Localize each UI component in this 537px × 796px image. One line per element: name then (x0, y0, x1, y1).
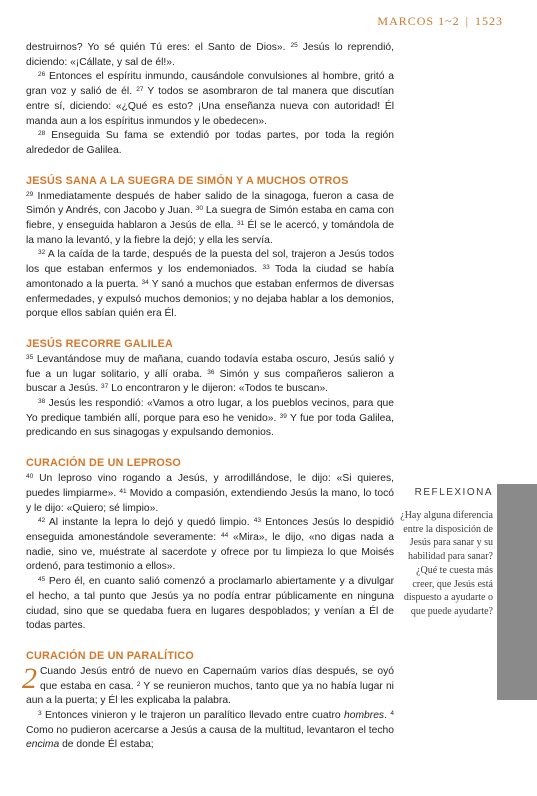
verse-text: Inmediatamente después de haber salido de la sinagoga, fueron a casa de Simón y Andrés, con Jacobo y Juan. (26, 190, 394, 217)
verse-text: Y fue por toda Galilea, predicando en sus sinagogas y expulsando demonios. (26, 412, 394, 439)
sidebar-title: REFLEXIONA (414, 487, 493, 498)
paragraph (26, 70, 394, 129)
verse-number: 33 (262, 264, 270, 272)
sidebar-accent-bar (497, 484, 537, 700)
paragraph (26, 397, 394, 441)
verse-text: . (384, 710, 387, 722)
section-heading: JESÚS SANA A LA SUEGRA DE SIMÓN Y A MUCHOS OTROS (26, 174, 349, 187)
paragraph (26, 248, 394, 322)
verse-number: 39 (279, 412, 287, 420)
verse-text: Y se reunieron muchos, tanto que ya no había lugar ni aun a la puerta; y Él les explicaba la palabra. (26, 680, 394, 707)
verse-text: Entonces vinieron y le trajeron un paralítico llevado entre cuatro (41, 710, 345, 722)
section-heading: JESÚS RECORRE GALILEA (26, 337, 173, 350)
paragraph (26, 41, 394, 70)
verse-number: 3 (38, 710, 42, 718)
verse-number: 26 (38, 71, 46, 79)
paragraph (26, 353, 394, 397)
sidebar-reflection-text: ¿Hay alguna diferencia entre la disposición de Jesús para sanar y su habilidad para sanar? ¿Qué te cuesta más creer, que Jesús está dispuesto a ayudarte o que puede ayudarte? (400, 510, 493, 617)
verse-number: 40 (26, 473, 34, 481)
verse-text: A la caída de la tarde, después de la puesta del sol, trajeron a Jesús todos los que estaban enfermos y los endemoniados. (26, 249, 394, 276)
verse-text: Levantándose muy de mañana, cuando todavía estaba oscuro, Jesús salió y fue a un lugar solitario, y allí oraba. (26, 353, 394, 380)
section-heading: CURACIÓN DE UN PARALÍTICO (26, 649, 194, 662)
verse-text: Y todos se asombraron de tal manera que discutían entre sí, diciendo: «¿Qué es esto? ¡Una enseñanza nueva con autoridad! Él manda aun a los espíritus inmundos y le obedecen». (26, 86, 394, 127)
verse-number: 34 (141, 278, 149, 286)
paragraph (26, 516, 394, 575)
header-separator: | (465, 14, 469, 28)
verse-number: 36 (207, 368, 215, 376)
verse-text: Jesús lo reprendió, diciendo: «¡Cállate, y sal de él!». (26, 42, 394, 68)
verse-number: 35 (26, 353, 34, 361)
verse-number: 4 (390, 710, 394, 718)
verse-text: Como no pudieron acercarse a Jesús a causa de la multitud, levantaron el techo (26, 724, 394, 736)
verse-number: 32 (38, 249, 46, 257)
verse-text: Él se le acercó, y tomándola de la mano la levantó, y la fiebre la dejó; y ella les servía. (26, 220, 394, 246)
verse-number: 37 (101, 383, 109, 391)
verse-number: 25 (290, 42, 298, 49)
verse-number: 41 (119, 487, 127, 495)
verse-text: Cuando Jesús entró de nuevo en Capernaúm varios días después, se oyó que estaba en casa. (40, 665, 394, 692)
paragraph (26, 129, 394, 158)
verse-text: Entonces el espíritu inmundo, causándole convulsiones al hombre, gritó a gran voz y salió de él. (26, 71, 394, 98)
verse-number: 28 (38, 130, 46, 138)
verse-text: Un leproso vino rogando a Jesús, y arrodillándose, le dijo: «Si quieres, puedes limpiarme». (26, 473, 394, 499)
verse-number: 42 (38, 517, 46, 525)
verse-text: «Mira», le dijo, «no digas nada a nadie, sino ve, muéstrate al sacerdote y ofrece por tu limpieza lo que Moisés ordenó, para testimonio a ellos». (26, 531, 394, 573)
verse-number: 30 (195, 205, 203, 213)
paragraph (26, 709, 394, 753)
verse-text: Pero él, en cuanto salió comenzó a proclamarlo abiertamente y a divulgar el hecho, a tal punto que Jesús ya no podía entrar públicamente en ninguna ciudad, sino que se quedaba fuera en lugares despoblados; y venían a Él de todas partes. (26, 576, 394, 632)
verse-number: 44 (220, 531, 229, 539)
verse-text: Lo encontraron y le dijeron: «Todos te buscan». (108, 383, 329, 395)
running-header (377, 14, 503, 29)
verse-text: Enseguida Su fama se extendió por todas partes, por toda la región alrededor de Galilea. (26, 130, 394, 156)
chapter-number-dropcap: 2 (22, 661, 37, 695)
verse-text: destruirnos? Yo sé quién Tú eres: el Santo de Dios». (26, 42, 286, 53)
paragraph (26, 472, 394, 516)
verse-text: Toda la ciudad se había amontonado a la puerta. (26, 264, 394, 290)
book-chapter-label: MARCOS 1~2 (377, 14, 460, 28)
verse-text: Al instante la lepra lo dejó y quedó limpio. (45, 517, 250, 529)
verse-number: 27 (136, 86, 144, 94)
verse-number: 43 (253, 517, 262, 525)
verse-number: 31 (236, 220, 245, 228)
verse-number: 2 (136, 680, 141, 688)
verse-text: de donde Él estaba; (59, 739, 154, 751)
verse-number: 29 (26, 190, 34, 198)
verse-number: 45 (38, 576, 46, 584)
italic-word: encima (26, 739, 60, 751)
verse-text: Movido a compasión, extendiendo Jesús la mano, lo tocó y le dijo: «Quiero; sé limpio». (26, 487, 394, 514)
verse-text: Y sanó a muchos que estaban enfermos de diversas enfermedades, y expulsó muchos demonios; y no dejaba hablar a los demonios, porque ellos sabían quién era Él. (26, 278, 394, 320)
verse-text: Simón y sus compañeros salieron a buscar a Jesús. (26, 368, 394, 395)
paragraph (22, 661, 394, 709)
paragraph (26, 575, 394, 634)
page-number: 1523 (475, 14, 503, 28)
verse-text: Jesús les respondió: «Vamos a otro lugar, a los pueblos vecinos, para que Yo predique también allí, porque para eso he venido». (26, 398, 394, 424)
verse-text: Entonces Jesús lo despidió enseguida amonestándole severamente: (26, 517, 394, 543)
verse-number: 38 (38, 398, 46, 406)
main-text-column (22, 41, 394, 753)
italic-word: hombres (344, 710, 385, 722)
section-heading: CURACIÓN DE UN LEPROSO (26, 457, 181, 470)
paragraph (26, 190, 394, 249)
verse-text: La suegra de Simón estaba en cama con fiebre, y enseguida hablaron a Jesús de ella. (26, 205, 394, 232)
